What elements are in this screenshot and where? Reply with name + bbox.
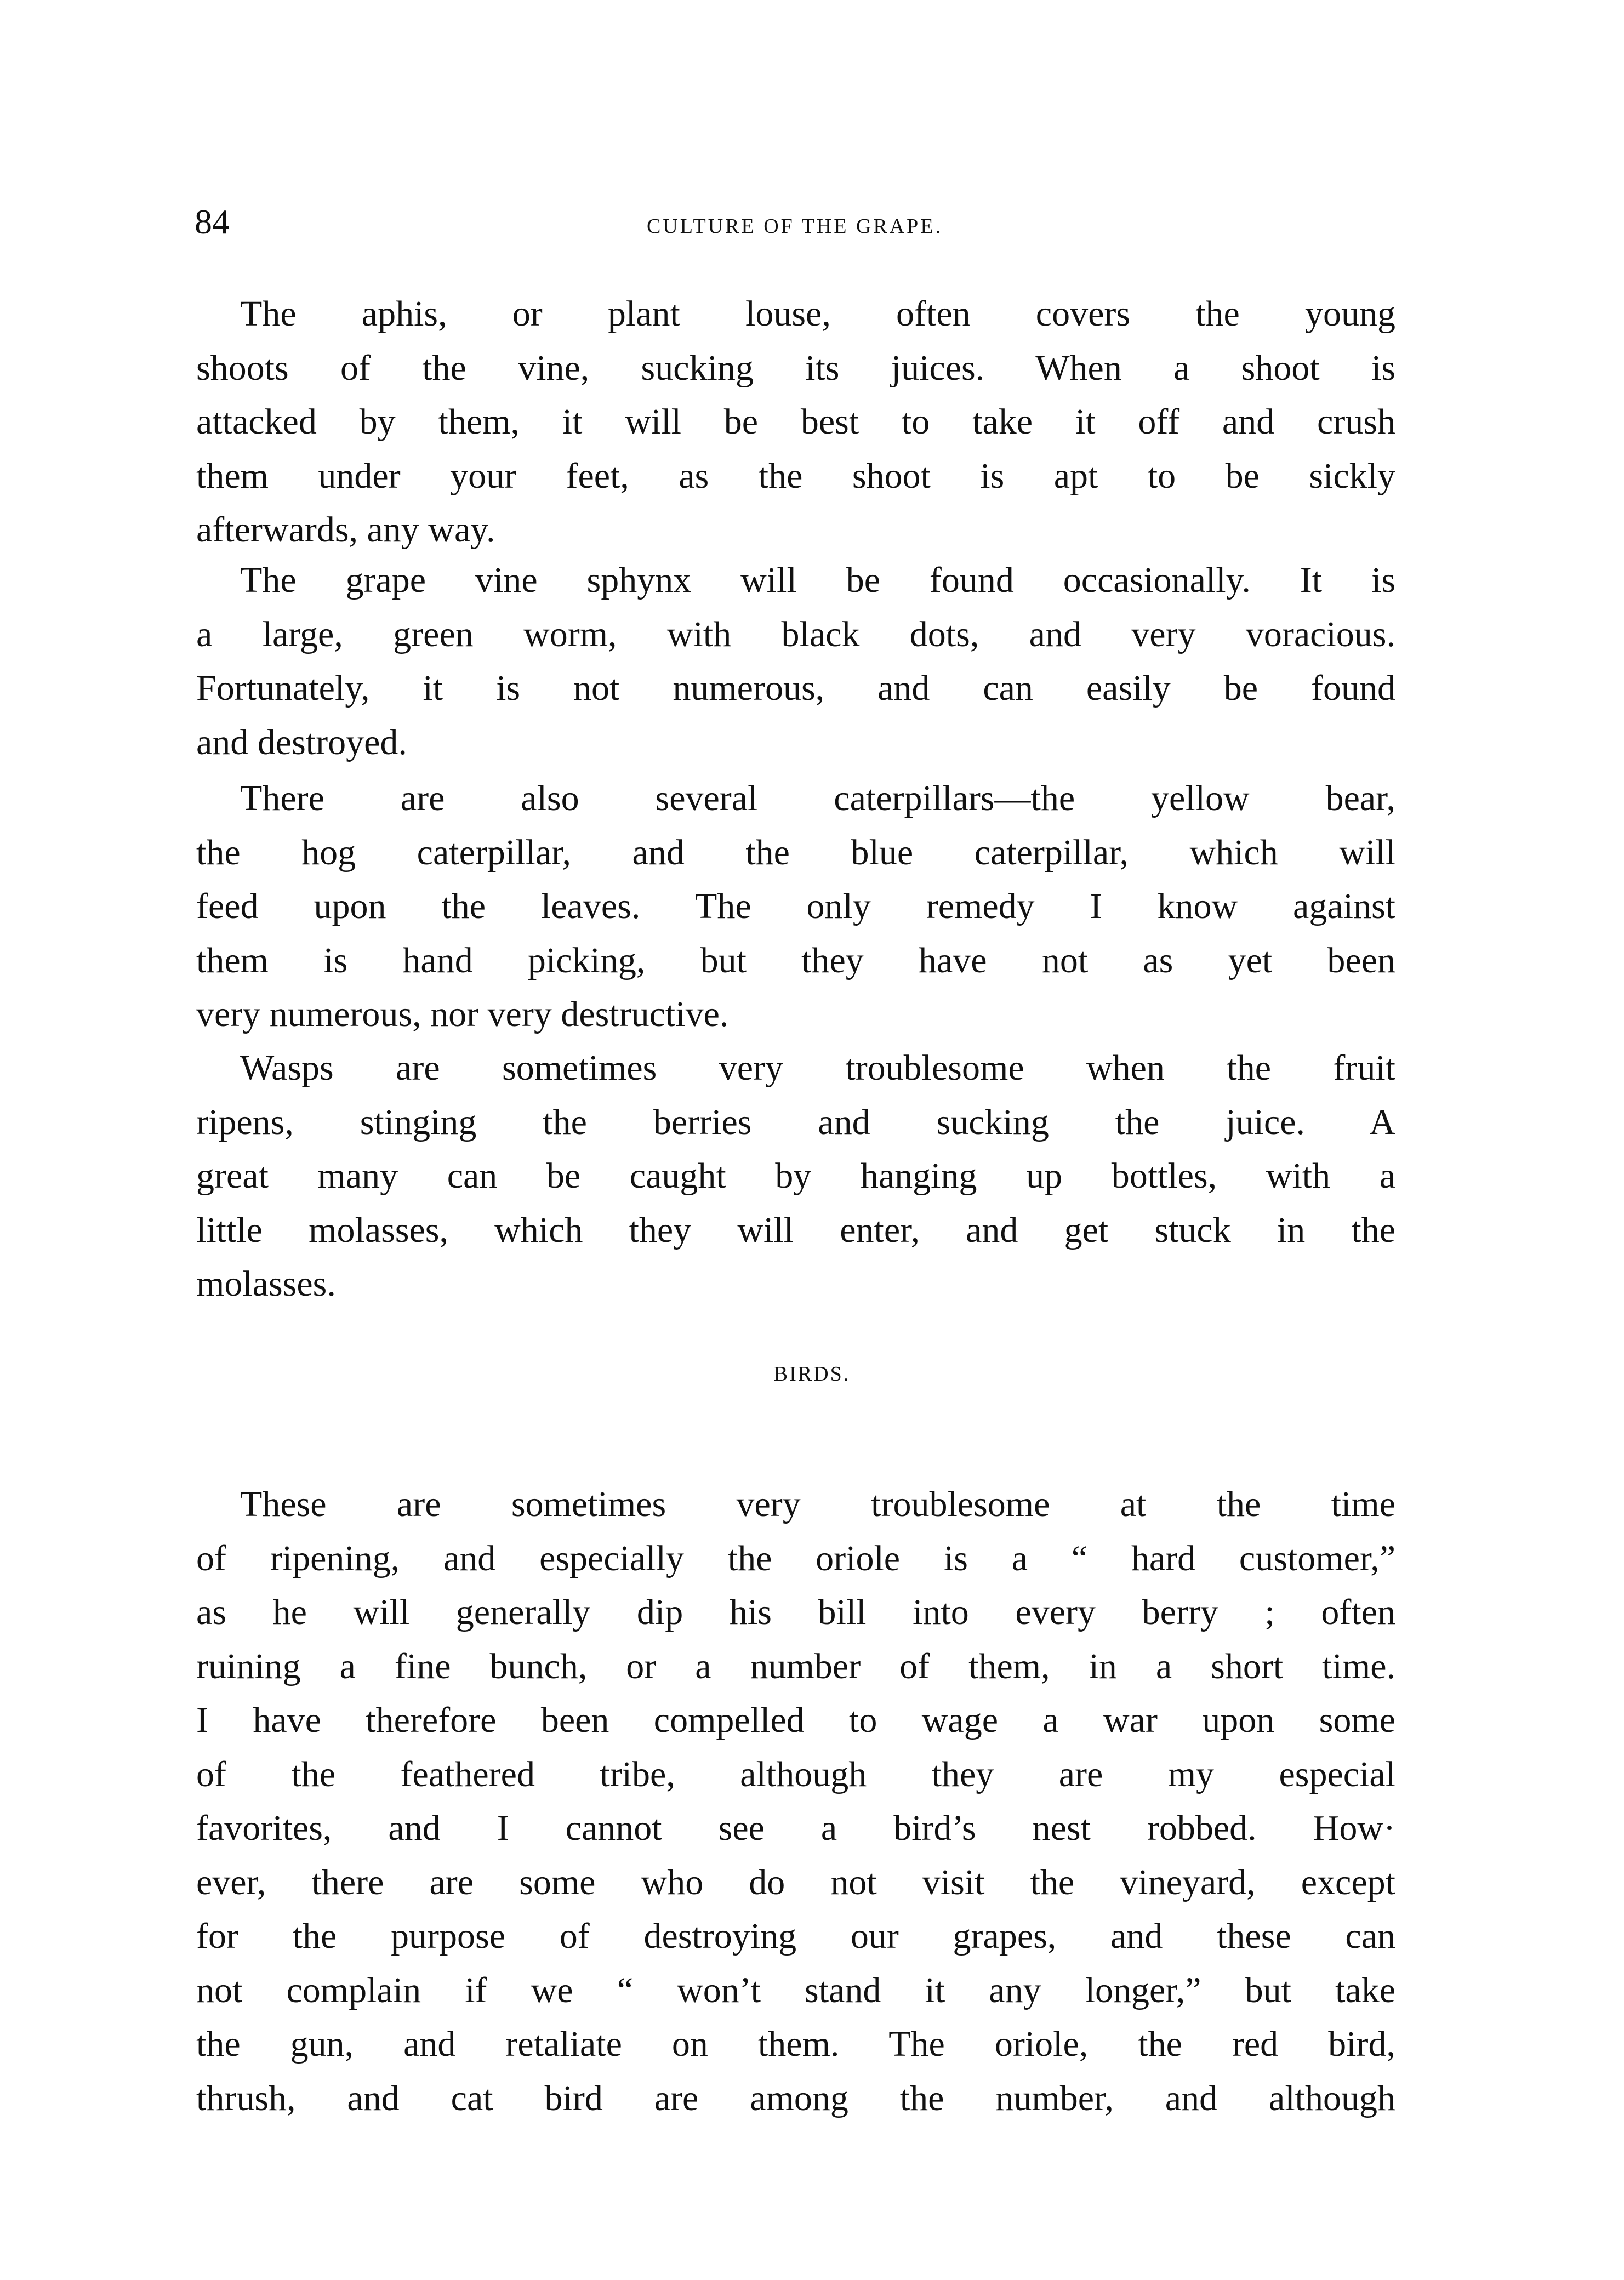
text-line: of ripening, and especially the oriole is a “ hard customer,” <box>196 1538 1395 1578</box>
text-line: them under your feet, as the shoot is apt to be sickly <box>196 455 1395 496</box>
text-line: the hog caterpillar, and the blue caterpillar, which will <box>196 832 1395 873</box>
text-line: them is hand picking, but they have not as yet been <box>196 940 1395 981</box>
text-line: for the purpose of destroying our grapes, and these can <box>196 1916 1395 1956</box>
text-line: thrush, and cat bird are among the number, and although <box>196 2078 1395 2118</box>
text-line: ripens, stinging the berries and sucking the juice. A <box>196 1102 1395 1142</box>
text-line: afterwards, any way. <box>196 510 495 550</box>
text-line: ever, there are some who do not visit the vineyard, except <box>196 1862 1395 1902</box>
paragraph-aphis <box>196 287 1395 557</box>
text-line: I have therefore been compelled to wage a war upon some <box>196 1700 1395 1740</box>
paragraph-wasps <box>196 1041 1395 1312</box>
paragraph-birds <box>196 1478 1395 2125</box>
text-line: favorites, and I cannot see a bird’s nest robbed. How· <box>196 1808 1395 1848</box>
text-line: attacked by them, it will be best to take it off and crush <box>196 402 1395 442</box>
text-line: little molasses, which they will enter, and get stuck in the <box>196 1210 1395 1250</box>
text-line: The grape vine sphynx will be found occasionally. It is <box>240 560 1395 600</box>
paragraph-caterpillars <box>196 772 1395 1042</box>
running-head <box>195 197 1395 247</box>
text-line: great many can be caught by hanging up bottles, with a <box>196 1156 1395 1196</box>
text-line: Wasps are sometimes very troublesome when the fruit <box>240 1048 1395 1088</box>
text-line: molasses. <box>196 1264 336 1304</box>
section-heading-birds: BIRDS. <box>773 1363 851 1386</box>
text-line: shoots of the vine, sucking its juices. When a shoot is <box>196 347 1395 388</box>
text-line: a large, green worm, with black dots, and very voracious. <box>196 614 1395 654</box>
running-head-title: CULTURE OF THE GRAPE. <box>646 215 943 238</box>
text-line: Fortunately, it is not numerous, and can easily be found <box>196 668 1395 708</box>
text-line: The aphis, or plant louse, often covers the young <box>240 294 1395 334</box>
text-line: ruining a fine bunch, or a number of them, in a short time. <box>196 1646 1395 1686</box>
text-line: the gun, and retaliate on them. The oriole, the red bird, <box>196 2024 1395 2064</box>
paragraph-sphynx <box>196 554 1395 770</box>
page-number: 84 <box>195 202 230 241</box>
text-line: These are sometimes very troublesome at the time <box>240 1484 1395 1524</box>
text-line: feed upon the leaves. The only remedy I know against <box>196 886 1395 926</box>
text-line: as he will generally dip his bill into every berry ; often <box>196 1592 1395 1632</box>
text-line: very numerous, nor very destructive. <box>196 994 729 1034</box>
text-line: of the feathered tribe, although they are my especial <box>196 1754 1395 1794</box>
text-line: not complain if we “ won’t stand it any longer,” but take <box>196 1970 1395 2010</box>
text-line: There are also several caterpillars—the yellow bear, <box>240 778 1395 818</box>
text-line: and destroyed. <box>196 722 407 762</box>
